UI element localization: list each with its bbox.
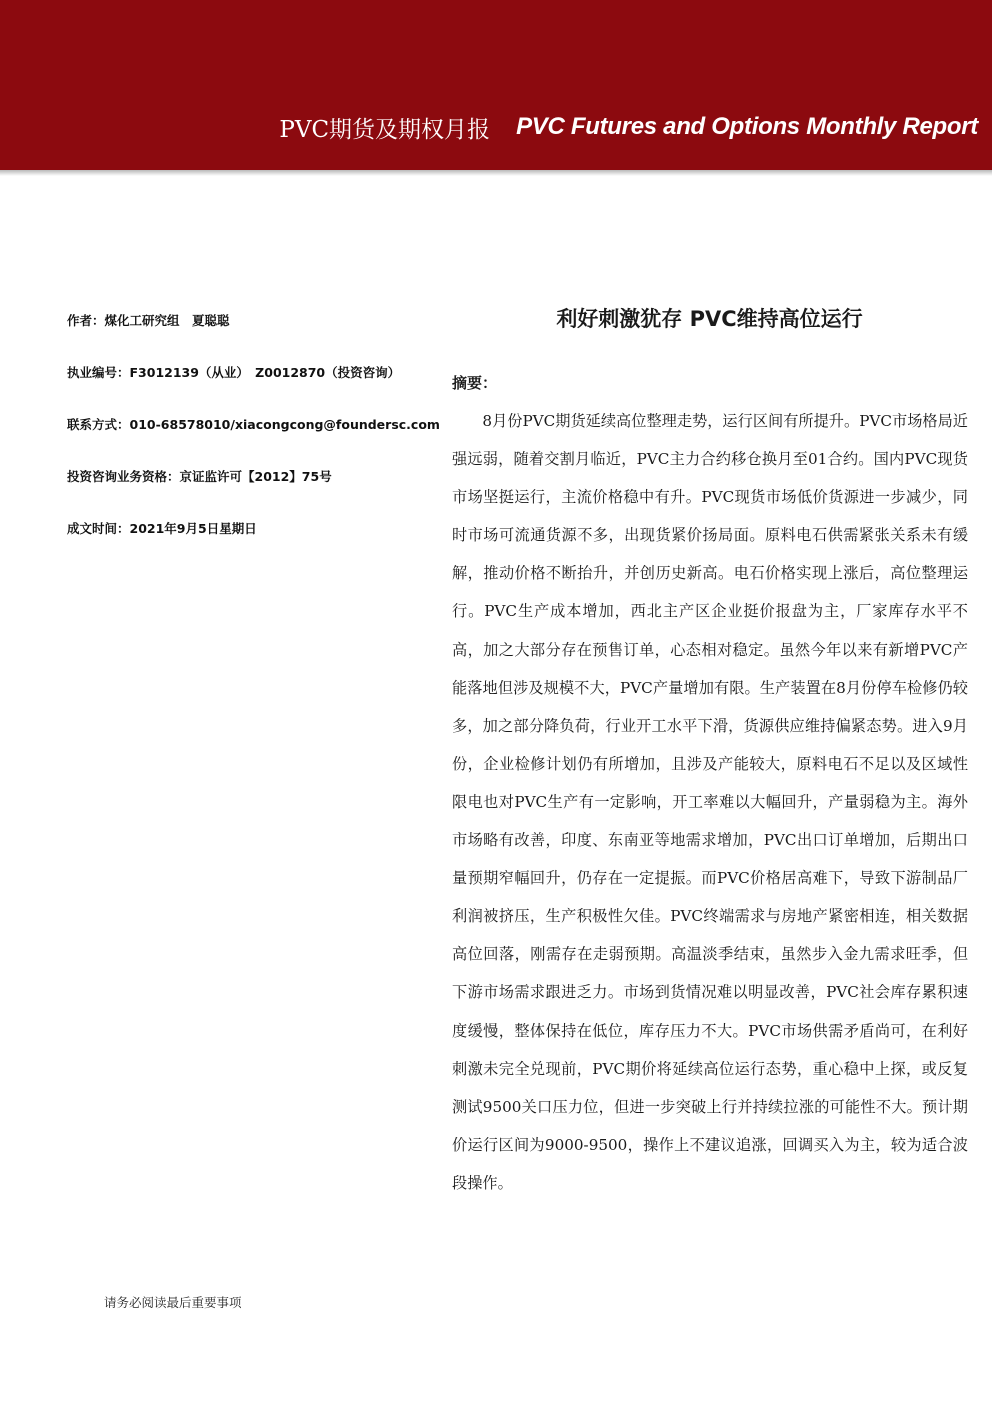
report-title-en: PVC Futures and Options Monthly Report: [516, 113, 978, 140]
disclaimer-note: 请务必阅读最后重要事项: [104, 1295, 242, 1310]
license-row: [67, 364, 447, 416]
author-info-panel: [67, 312, 447, 572]
abstract-body: 8月份PVC期货延续高位整理走势，运行区间有所提升。PVC市场格局近强远弱，随着交割月临近，PVC主力合约移仓换月至01合约。国内PVC现货市场坚挺运行，主流价格稳中有升。PVC现货市场低价货源进一步减少，同时市场可流通货源不多，出现货紧价扬局面。原料电石供需紧张关系未有缓解，推动价格不断抬升，并创历史新高。电石价格实现上涨后，高位整理运行。PVC生产成本增加，西北主产区企业挺价报盘为主，厂家库存水平不高，加之大部分存在预售订单，心态相对稳定。虽然今年以来有新增PVC产能落地但涉及规模不大，PVC产量增加有限。生产装置在8月份停车检修仍较多，加之部分降负荷，行业开工水平下滑，货源供应维持偏紧态势。进入9月份，企业检修计划仍有所增加，且涉及产能较大，原料电石不足以及区域性限电也对PVC生产有一定影响，开工率难以大幅回升，产量弱稳为主。海外市场略有改善，印度、东南亚等地需求增加，PVC出口订单增加，后期出口量预期窄幅回升，仍存在一定提振。而PVC价格居高难下，导致下游制品厂利润被挤压，生产积极性欠佳。PVC终端需求与房地产紧密相连，相关数据高位回落，刚需存在走弱预期。高温淡季结束，虽然步入金九需求旺季，但下游市场需求跟进乏力。市场到货情况难以明显改善，PVC社会库存累积速度缓慢，整体保持在低位，库存压力不大。PVC市场供需矛盾尚可，在利好刺激未完全兑现前，PVC期价将延续高位运行态势，重心稳中上探，或反复测试9500关口压力位，但进一步突破上行并持续拉涨的可能性不大。预计期价运行区间为9000-9500，操作上不建议追涨，回调买入为主，较为适合波段操作。: [452, 412, 968, 1192]
report-headline: 利好刺激犹存 PVC维持高位运行: [556, 307, 863, 331]
author-row: [67, 312, 447, 364]
author-label: 作者：: [67, 313, 105, 328]
contact-row: [67, 416, 447, 468]
qualification-value: 京证监许可【2012】75号: [179, 469, 332, 484]
license-label: 执业编号：: [67, 365, 130, 380]
qualification-label: 投资咨询业务资格：: [67, 469, 180, 484]
contact-label: 联系方式：: [67, 417, 130, 432]
qualification-row: [67, 468, 447, 520]
author-value: 煤化工研究组 夏聪聪: [104, 313, 230, 328]
abstract-heading: 摘要：: [452, 374, 498, 392]
contact-value[interactable]: 010-68578010/xiacongcong@foundersc.com: [129, 417, 440, 432]
date-label: 成文时间：: [67, 521, 130, 536]
banner-title: [279, 110, 978, 144]
date-row: [67, 520, 447, 572]
header-banner: [0, 0, 992, 170]
banner-shadow: [0, 170, 992, 176]
report-title-cn: PVC期货及期权月报: [279, 116, 491, 143]
license-value: F3012139（从业） Z0012870（投资咨询）: [129, 365, 401, 380]
date-value: 2021年9月5日星期日: [129, 521, 257, 536]
